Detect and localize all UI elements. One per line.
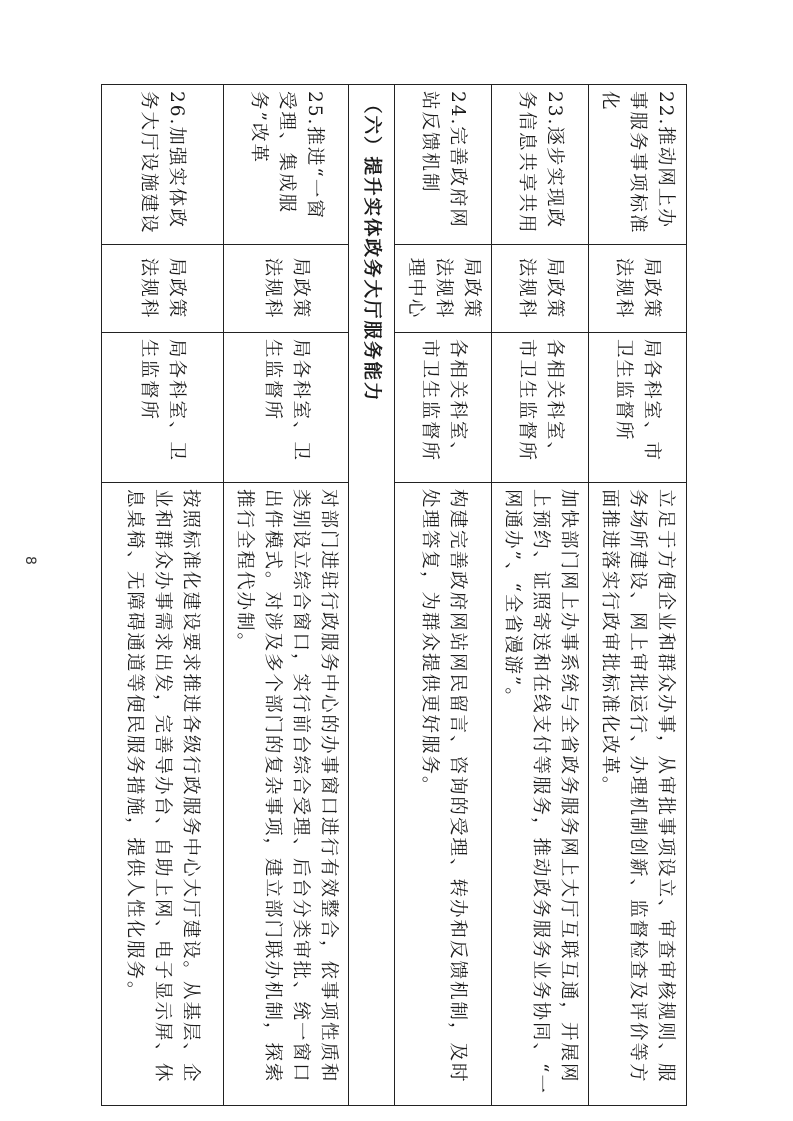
task-description: 按照标准化建设要求推进各级行政服务中心大厅建设。从基层、企业和群众办事需求出发，完善导办台、自助上网、电子显示屏、休息桌椅、无障碍通道等便民服务措施，提供人性化服务。 xyxy=(102,483,224,1106)
section-heading: （六）提升实体政务大厅服务能力 xyxy=(349,85,395,1106)
task-description: 对部门进驻行政服务中心的办事窗口进行有效整合，依事项性质和类别设立综合窗口，实行前台综合受理、后台分类审批、统一窗口出件模式。对涉及多个部门的复杂事项，建立部门联办机制，探索推行全程代办制。 xyxy=(224,483,349,1106)
task-table xyxy=(101,84,687,1106)
lead-unit: 局政策法规科 xyxy=(224,245,349,333)
table-row xyxy=(102,85,224,1106)
lead-unit: 局政策法规科 xyxy=(589,245,687,333)
cooperating-units: 局各科室、市卫生监督所 xyxy=(589,333,687,483)
task-name: 23.逐步实现政务信息共享共用 xyxy=(492,85,589,245)
task-description: 立足于方便企业和群众办事，从审批事项设立、审查审核规则、服务场所建设、网上审批运行、办理机制创新、监督检查及评价等方面推进落实行政审批标准化改革。 xyxy=(589,483,687,1106)
task-name: 24.完善政府网站反馈机制 xyxy=(395,85,492,245)
table-row xyxy=(395,85,492,1106)
table-row xyxy=(492,85,589,1106)
cooperating-units: 各相关科室、市卫生监督所 xyxy=(395,333,492,483)
table-row xyxy=(589,85,687,1106)
task-name: 25.推进“一窗受理、集成服务”改革 xyxy=(224,85,349,245)
lead-unit: 局政策法规科 xyxy=(102,245,224,333)
task-name: 26.加强实体政务大厅设施建设 xyxy=(102,85,224,245)
cooperating-units: 局各科室、卫生监督所 xyxy=(102,333,224,483)
lead-unit: 局政策法规科 xyxy=(492,245,589,333)
cooperating-units: 局各科室、卫生监督所 xyxy=(224,333,349,483)
section-row xyxy=(349,85,395,1106)
table-row xyxy=(224,85,349,1106)
cooperating-units: 各相关科室、市卫生监督所 xyxy=(492,333,589,483)
page-number: 8 xyxy=(22,556,38,565)
lead-unit: 局政策法规科理中心 xyxy=(395,245,492,333)
task-description: 加快部门网上办事系统与全省政务服务网上大厅互联互通，开展网上预约、证照寄送和在线支付等服务，推动政务服务业务协同、“一网通办”、“全省漫游”。 xyxy=(492,483,589,1106)
task-description: 构建完善政府网站网民留言、咨询的受理、转办和反馈机制，及时处理答复，为群众提供更好服务。 xyxy=(395,483,492,1106)
task-name: 22.推动网上办事服务事项标准化 xyxy=(589,85,687,245)
